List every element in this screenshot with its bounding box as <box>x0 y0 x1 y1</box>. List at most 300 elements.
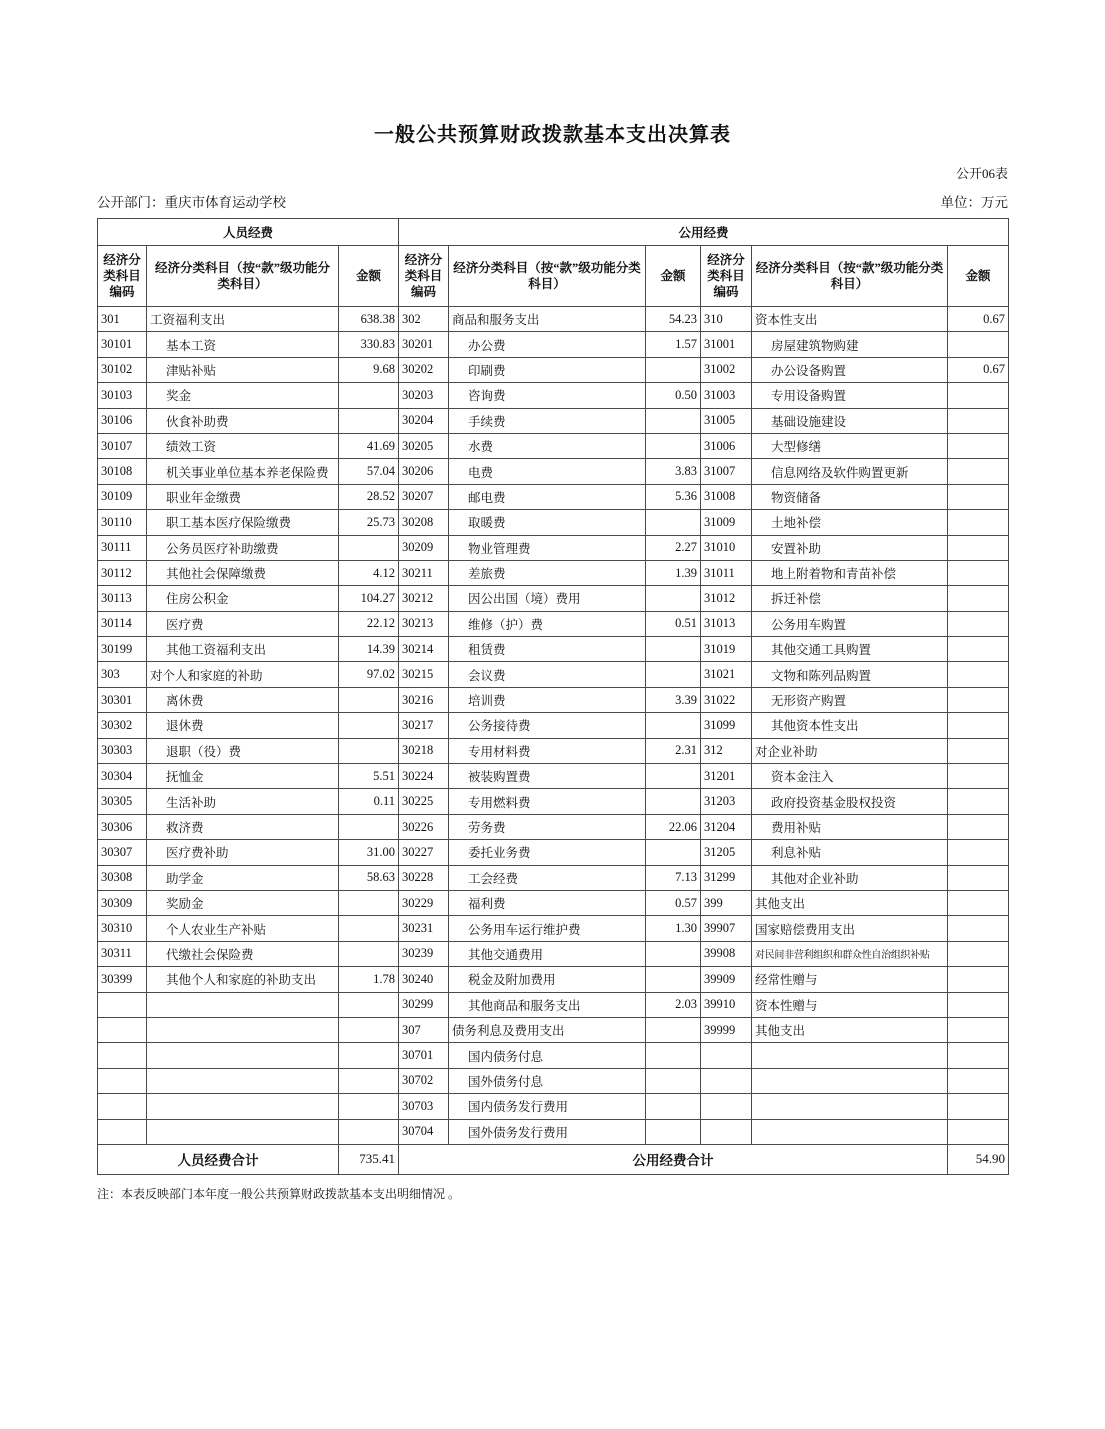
subject-cell: 会议费 <box>449 662 646 687</box>
code-cell: 310 <box>701 307 752 332</box>
subject-cell: 公务接待费 <box>449 713 646 738</box>
subject-cell: 福利费 <box>449 890 646 915</box>
subject-cell: 资本金注入 <box>752 764 948 789</box>
code-cell: 30207 <box>399 484 449 509</box>
budget-table <box>97 218 1009 1175</box>
personnel-total-label: 人员经费合计 <box>98 1144 339 1174</box>
table-row <box>98 307 1009 332</box>
group-header-row <box>98 219 1009 246</box>
department-label: 公开部门：重庆市体育运动学校 <box>97 195 286 210</box>
code-cell: 31299 <box>701 865 752 890</box>
code-cell: 30114 <box>98 611 147 636</box>
amount-cell <box>339 814 399 839</box>
subject-cell: 伙食补助费 <box>147 408 339 433</box>
code-cell: 31002 <box>701 357 752 382</box>
amount-cell <box>339 1119 399 1144</box>
amount-cell <box>646 408 701 433</box>
amount-cell: 9.68 <box>339 357 399 382</box>
code-cell: 30231 <box>399 916 449 941</box>
subject-cell: 国外债务付息 <box>449 1068 646 1093</box>
table-row <box>98 433 1009 458</box>
subject-cell <box>147 1043 339 1068</box>
amount-cell <box>339 992 399 1017</box>
code-cell: 39908 <box>701 941 752 966</box>
table-row <box>98 662 1009 687</box>
subject-cell: 租赁费 <box>449 637 646 662</box>
amount-cell <box>948 433 1009 458</box>
code-cell: 30302 <box>98 713 147 738</box>
code-cell: 30305 <box>98 789 147 814</box>
amount-cell <box>948 840 1009 865</box>
column-header-amount: 金额 <box>948 246 1009 307</box>
subject-cell: 土地补偿 <box>752 510 948 535</box>
amount-cell <box>646 789 701 814</box>
subject-cell: 其他支出 <box>752 890 948 915</box>
amount-cell <box>948 662 1009 687</box>
subject-cell: 机关事业单位基本养老保险费 <box>147 459 339 484</box>
subject-cell: 手续费 <box>449 408 646 433</box>
subject-cell: 医疗费补助 <box>147 840 339 865</box>
subject-cell: 基础设施建设 <box>752 408 948 433</box>
code-cell <box>98 1094 147 1119</box>
amount-cell: 22.06 <box>646 814 701 839</box>
amount-cell: 5.51 <box>339 764 399 789</box>
subject-cell: 国外债务发行费用 <box>449 1119 646 1144</box>
subject-cell: 其他社会保障缴费 <box>147 560 339 585</box>
amount-cell: 57.04 <box>339 459 399 484</box>
group-header-public: 公用经费 <box>399 219 1009 246</box>
code-cell: 30228 <box>399 865 449 890</box>
amount-cell <box>646 637 701 662</box>
code-cell <box>701 1043 752 1068</box>
code-cell: 39907 <box>701 916 752 941</box>
footnote: 注：本表反映部门本年度一般公共预算财政拨款基本支出明细情况 。 <box>97 1186 461 1201</box>
amount-cell <box>948 687 1009 712</box>
code-cell: 30211 <box>399 560 449 585</box>
code-cell: 30108 <box>98 459 147 484</box>
table-row <box>98 687 1009 712</box>
code-cell: 31003 <box>701 383 752 408</box>
amount-cell <box>339 535 399 560</box>
subject-cell: 对个人和家庭的补助 <box>147 662 339 687</box>
code-cell: 31009 <box>701 510 752 535</box>
subject-cell <box>147 1068 339 1093</box>
subject-cell: 国内债务付息 <box>449 1043 646 1068</box>
amount-cell <box>339 383 399 408</box>
amount-cell: 1.78 <box>339 967 399 992</box>
table-row <box>98 586 1009 611</box>
amount-cell: 0.67 <box>948 357 1009 382</box>
code-cell: 301 <box>98 307 147 332</box>
amount-cell: 7.13 <box>646 865 701 890</box>
amount-cell <box>948 865 1009 890</box>
code-cell: 30701 <box>399 1043 449 1068</box>
amount-cell: 97.02 <box>339 662 399 687</box>
amount-cell <box>646 1068 701 1093</box>
amount-cell <box>948 484 1009 509</box>
subject-cell <box>752 1094 948 1119</box>
table-body <box>98 307 1009 1145</box>
subject-cell: 差旅费 <box>449 560 646 585</box>
code-cell: 30304 <box>98 764 147 789</box>
public-total-label: 公用经费合计 <box>399 1144 948 1174</box>
subject-cell <box>147 1094 339 1119</box>
amount-cell: 1.30 <box>646 916 701 941</box>
amount-cell <box>948 1017 1009 1042</box>
subject-cell: 房屋建筑物购建 <box>752 332 948 357</box>
subject-cell: 退休费 <box>147 713 339 738</box>
subject-cell: 文物和陈列品购置 <box>752 662 948 687</box>
code-cell <box>701 1094 752 1119</box>
amount-cell <box>646 433 701 458</box>
code-cell: 30109 <box>98 484 147 509</box>
subject-cell: 因公出国（境）费用 <box>449 586 646 611</box>
amount-cell <box>339 941 399 966</box>
table-row <box>98 560 1009 585</box>
subject-cell: 奖励金 <box>147 890 339 915</box>
amount-cell: 58.63 <box>339 865 399 890</box>
code-cell: 39909 <box>701 967 752 992</box>
amount-cell: 25.73 <box>339 510 399 535</box>
amount-cell <box>339 1043 399 1068</box>
subject-cell: 经常性赠与 <box>752 967 948 992</box>
code-cell: 30208 <box>399 510 449 535</box>
amount-cell <box>948 383 1009 408</box>
subject-cell <box>147 992 339 1017</box>
subject-cell <box>147 1017 339 1042</box>
table-row <box>98 916 1009 941</box>
amount-cell: 28.52 <box>339 484 399 509</box>
amount-cell <box>948 459 1009 484</box>
subject-cell: 其他个人和家庭的补助支出 <box>147 967 339 992</box>
table-row <box>98 1043 1009 1068</box>
amount-cell <box>948 738 1009 763</box>
amount-cell <box>646 967 701 992</box>
subject-cell: 生活补助 <box>147 789 339 814</box>
code-cell: 30111 <box>98 535 147 560</box>
subject-cell: 其他交通费用 <box>449 941 646 966</box>
code-cell: 31007 <box>701 459 752 484</box>
code-cell: 31019 <box>701 637 752 662</box>
code-cell: 30106 <box>98 408 147 433</box>
amount-cell <box>948 560 1009 585</box>
code-cell: 30704 <box>399 1119 449 1144</box>
amount-cell: 2.31 <box>646 738 701 763</box>
subject-cell: 培训费 <box>449 687 646 712</box>
amount-cell: 1.39 <box>646 560 701 585</box>
column-header-subject: 经济分类科目（按“款”级功能分类科目） <box>449 246 646 307</box>
subject-cell: 公务用车购置 <box>752 611 948 636</box>
subject-cell: 津贴补贴 <box>147 357 339 382</box>
code-cell: 30202 <box>399 357 449 382</box>
subject-cell <box>752 1068 948 1093</box>
amount-cell: 31.00 <box>339 840 399 865</box>
code-cell: 30102 <box>98 357 147 382</box>
code-cell: 30308 <box>98 865 147 890</box>
subject-cell: 工会经费 <box>449 865 646 890</box>
subject-cell: 资本性支出 <box>752 307 948 332</box>
code-cell: 399 <box>701 890 752 915</box>
table-row <box>98 484 1009 509</box>
subject-cell: 信息网络及软件购置更新 <box>752 459 948 484</box>
code-cell <box>98 992 147 1017</box>
column-header-subject: 经济分类科目（按“款”级功能分类科目） <box>752 246 948 307</box>
subject-cell: 公务员医疗补助缴费 <box>147 535 339 560</box>
subject-cell: 其他工资福利支出 <box>147 637 339 662</box>
amount-cell <box>948 611 1009 636</box>
subject-cell: 咨询费 <box>449 383 646 408</box>
subject-cell: 政府投资基金股权投资 <box>752 789 948 814</box>
amount-cell: 330.83 <box>339 332 399 357</box>
table-row <box>98 535 1009 560</box>
subject-cell: 救济费 <box>147 814 339 839</box>
code-cell <box>98 1068 147 1093</box>
subject-cell: 其他资本性支出 <box>752 713 948 738</box>
amount-cell <box>948 1043 1009 1068</box>
code-cell: 30218 <box>399 738 449 763</box>
subject-cell: 对民间非营利组织和群众性自治组织补贴 <box>752 941 948 966</box>
code-cell: 31201 <box>701 764 752 789</box>
code-cell: 31099 <box>701 713 752 738</box>
amount-cell <box>948 941 1009 966</box>
code-cell: 30239 <box>399 941 449 966</box>
table-row <box>98 459 1009 484</box>
amount-cell: 22.12 <box>339 611 399 636</box>
totals-row <box>98 1144 1009 1174</box>
amount-cell <box>339 738 399 763</box>
code-cell: 30209 <box>399 535 449 560</box>
amount-cell <box>948 586 1009 611</box>
code-cell: 30213 <box>399 611 449 636</box>
subject-cell <box>147 1119 339 1144</box>
amount-cell <box>339 1068 399 1093</box>
amount-cell: 104.27 <box>339 586 399 611</box>
subject-cell: 其他对企业补助 <box>752 865 948 890</box>
page-title: 一般公共预算财政拨款基本支出决算表 <box>374 124 731 146</box>
subject-cell: 资本性赠与 <box>752 992 948 1017</box>
code-cell <box>701 1068 752 1093</box>
code-cell: 30240 <box>399 967 449 992</box>
code-cell <box>98 1017 147 1042</box>
subject-cell: 退职（役）费 <box>147 738 339 763</box>
subject-cell <box>752 1119 948 1144</box>
amount-cell: 54.23 <box>646 307 701 332</box>
code-cell: 31001 <box>701 332 752 357</box>
amount-cell: 0.50 <box>646 383 701 408</box>
code-cell: 30299 <box>399 992 449 1017</box>
amount-cell <box>948 916 1009 941</box>
code-cell: 30311 <box>98 941 147 966</box>
amount-cell: 41.69 <box>339 433 399 458</box>
code-cell <box>98 1119 147 1144</box>
code-cell: 30306 <box>98 814 147 839</box>
code-cell: 30226 <box>399 814 449 839</box>
code-cell: 39910 <box>701 992 752 1017</box>
subject-cell: 职工基本医疗保险缴费 <box>147 510 339 535</box>
amount-cell <box>646 510 701 535</box>
subject-cell: 专用设备购置 <box>752 383 948 408</box>
code-cell <box>98 1043 147 1068</box>
amount-cell <box>646 764 701 789</box>
group-header-personnel: 人员经费 <box>98 219 399 246</box>
code-cell: 30229 <box>399 890 449 915</box>
table-row <box>98 764 1009 789</box>
amount-cell: 2.03 <box>646 992 701 1017</box>
table-row <box>98 713 1009 738</box>
code-cell: 30307 <box>98 840 147 865</box>
code-cell: 30212 <box>399 586 449 611</box>
subject-cell: 专用材料费 <box>449 738 646 763</box>
amount-cell <box>948 992 1009 1017</box>
table-row <box>98 814 1009 839</box>
code-cell: 31021 <box>701 662 752 687</box>
amount-cell: 2.27 <box>646 535 701 560</box>
amount-cell <box>339 890 399 915</box>
code-cell: 30107 <box>98 433 147 458</box>
amount-cell: 0.11 <box>339 789 399 814</box>
meta-line <box>97 191 1008 211</box>
subject-cell: 住房公积金 <box>147 586 339 611</box>
table-row <box>98 789 1009 814</box>
subject-cell: 工资福利支出 <box>147 307 339 332</box>
subject-cell: 对企业补助 <box>752 738 948 763</box>
table-row <box>98 1017 1009 1042</box>
subject-cell: 助学金 <box>147 865 339 890</box>
table-row <box>98 1119 1009 1144</box>
amount-cell <box>339 713 399 738</box>
amount-cell <box>948 535 1009 560</box>
amount-cell <box>948 1119 1009 1144</box>
subject-cell: 债务利息及费用支出 <box>449 1017 646 1042</box>
subject-cell: 其他交通工具购置 <box>752 637 948 662</box>
subject-cell: 抚恤金 <box>147 764 339 789</box>
subject-cell: 公务用车运行维护费 <box>449 916 646 941</box>
subject-cell: 印刷费 <box>449 357 646 382</box>
amount-cell <box>646 1043 701 1068</box>
code-cell: 30310 <box>98 916 147 941</box>
amount-cell <box>339 1017 399 1042</box>
table-row <box>98 967 1009 992</box>
code-cell: 31013 <box>701 611 752 636</box>
subject-cell: 基本工资 <box>147 332 339 357</box>
code-cell: 31006 <box>701 433 752 458</box>
subject-cell <box>752 1043 948 1068</box>
amount-cell <box>948 1094 1009 1119</box>
table-row <box>98 840 1009 865</box>
subject-cell: 物业管理费 <box>449 535 646 560</box>
code-cell: 31022 <box>701 687 752 712</box>
amount-cell <box>646 357 701 382</box>
amount-cell <box>948 814 1009 839</box>
table-row <box>98 637 1009 662</box>
amount-cell: 3.83 <box>646 459 701 484</box>
code-cell: 30113 <box>98 586 147 611</box>
code-cell: 30101 <box>98 332 147 357</box>
code-cell: 312 <box>701 738 752 763</box>
column-header-code: 经济分类科目编码 <box>98 246 147 307</box>
subject-cell: 无形资产购置 <box>752 687 948 712</box>
amount-cell <box>646 586 701 611</box>
code-cell: 31005 <box>701 408 752 433</box>
code-cell: 30110 <box>98 510 147 535</box>
code-cell: 30201 <box>399 332 449 357</box>
subject-cell: 大型修缮 <box>752 433 948 458</box>
code-cell: 30103 <box>98 383 147 408</box>
subject-cell: 其他商品和服务支出 <box>449 992 646 1017</box>
code-cell: 30703 <box>399 1094 449 1119</box>
table-row <box>98 865 1009 890</box>
amount-cell <box>948 967 1009 992</box>
table-row <box>98 1068 1009 1093</box>
amount-cell: 4.12 <box>339 560 399 585</box>
amount-cell <box>646 713 701 738</box>
subject-cell: 委托业务费 <box>449 840 646 865</box>
code-cell: 30399 <box>98 967 147 992</box>
amount-cell <box>646 1017 701 1042</box>
code-cell: 31205 <box>701 840 752 865</box>
amount-cell <box>948 1068 1009 1093</box>
code-cell: 31012 <box>701 586 752 611</box>
subject-cell: 水费 <box>449 433 646 458</box>
column-header-subject: 经济分类科目（按“款”级功能分类科目） <box>147 246 339 307</box>
subject-cell: 国内债务发行费用 <box>449 1094 646 1119</box>
subject-cell: 职业年金缴费 <box>147 484 339 509</box>
form-code: 公开06表 <box>955 166 1008 181</box>
table-row <box>98 357 1009 382</box>
code-cell: 30214 <box>399 637 449 662</box>
subject-cell: 安置补助 <box>752 535 948 560</box>
code-cell: 30112 <box>98 560 147 585</box>
table-row <box>98 408 1009 433</box>
column-header-code: 经济分类科目编码 <box>701 246 752 307</box>
subject-cell: 国家赔偿费用支出 <box>752 916 948 941</box>
table-row <box>98 890 1009 915</box>
subject-cell: 专用燃料费 <box>449 789 646 814</box>
amount-cell: 14.39 <box>339 637 399 662</box>
amount-cell <box>948 789 1009 814</box>
subject-cell: 税金及附加费用 <box>449 967 646 992</box>
amount-cell: 1.57 <box>646 332 701 357</box>
amount-cell <box>948 890 1009 915</box>
amount-cell <box>339 916 399 941</box>
table-row <box>98 1094 1009 1119</box>
amount-cell: 0.51 <box>646 611 701 636</box>
code-cell: 303 <box>98 662 147 687</box>
subject-cell: 办公费 <box>449 332 646 357</box>
amount-cell <box>646 662 701 687</box>
column-header-amount: 金额 <box>339 246 399 307</box>
amount-cell <box>646 1094 701 1119</box>
amount-cell <box>646 840 701 865</box>
amount-cell <box>948 510 1009 535</box>
subject-cell: 医疗费 <box>147 611 339 636</box>
code-cell: 30204 <box>399 408 449 433</box>
code-cell: 30303 <box>98 738 147 763</box>
table-row <box>98 738 1009 763</box>
subject-cell: 商品和服务支出 <box>449 307 646 332</box>
code-cell: 31204 <box>701 814 752 839</box>
table-row <box>98 332 1009 357</box>
amount-cell <box>646 941 701 966</box>
subject-cell: 取暖费 <box>449 510 646 535</box>
amount-cell <box>339 687 399 712</box>
subject-cell: 代缴社会保险费 <box>147 941 339 966</box>
unit-label: 单位：万元 <box>940 195 1008 210</box>
table-row <box>98 992 1009 1017</box>
code-cell: 31011 <box>701 560 752 585</box>
subject-cell: 电费 <box>449 459 646 484</box>
subject-cell: 维修（护）费 <box>449 611 646 636</box>
